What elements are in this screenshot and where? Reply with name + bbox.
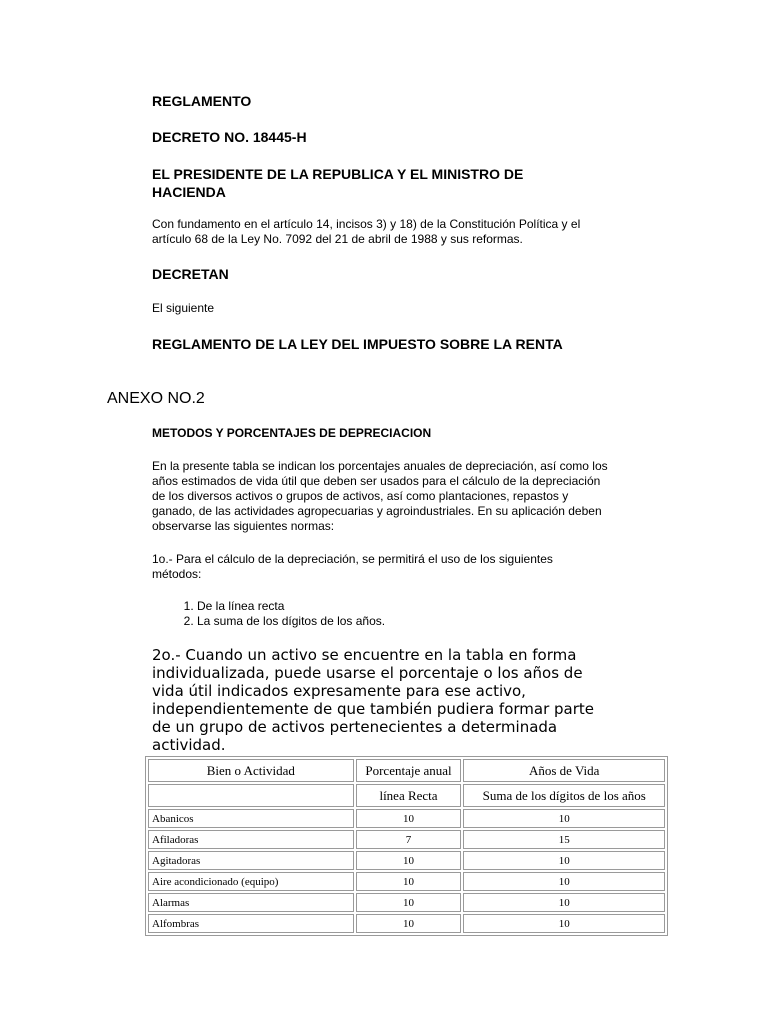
cell-activo: Alarmas bbox=[148, 893, 354, 912]
el-siguiente-text: El siguiente bbox=[152, 301, 215, 315]
cell-anos: 10 bbox=[463, 872, 665, 891]
method-item: 1. De la línea recta bbox=[197, 599, 385, 614]
table-row bbox=[148, 851, 665, 870]
method-item: 2. La suma de los dígitos de los años. bbox=[197, 614, 385, 629]
cell-anos: 15 bbox=[463, 830, 665, 849]
annex-title: ANEXO NO.2 bbox=[107, 390, 205, 407]
heading-presidente: EL PRESIDENTE DE LA REPUBLICA Y EL MINISTRO DE HACIENDA bbox=[152, 166, 524, 200]
cell-anos: 10 bbox=[463, 851, 665, 870]
cell-porcentaje: 10 bbox=[356, 851, 462, 870]
intro-paragraph: En la presente tabla se indican los porcentajes anuales de depreciación, así como los años estimados de vida útil que deben ser usados para el cálculo de la depreciación de los diversos activos o grupos de activos, así como plantaciones, repastos y ganado, de las actividades agropecuarias y agroindustriales. En su aplicación deben observarse las siguientes normas: bbox=[152, 459, 608, 533]
cell-activo: Agitadoras bbox=[148, 851, 354, 870]
table-row bbox=[148, 914, 665, 933]
heading-reglamento-ley: REGLAMENTO DE LA LEY DEL IMPUESTO SOBRE LA RENTA bbox=[152, 336, 563, 352]
table-header-row bbox=[148, 759, 665, 782]
fundamento-paragraph: Con fundamento en el artículo 14, incisos 3) y 18) de la Constitución Política y el artículo 68 de la Ley No. 7092 del 21 de abril de 1988 y sus reformas. bbox=[152, 217, 581, 246]
depreciation-table bbox=[145, 756, 668, 936]
header-porcentaje-anual: Porcentaje anual bbox=[356, 759, 462, 782]
subheader-linea-recta: línea Recta bbox=[356, 784, 462, 807]
table-row bbox=[148, 893, 665, 912]
cell-activo: Aire acondicionado (equipo) bbox=[148, 872, 354, 891]
cell-activo: Alfombras bbox=[148, 914, 354, 933]
cell-porcentaje: 10 bbox=[356, 914, 462, 933]
header-bien-actividad: Bien o Actividad bbox=[148, 759, 354, 782]
cell-anos: 10 bbox=[463, 914, 665, 933]
heading-reglamento: REGLAMENTO bbox=[152, 93, 252, 109]
table-subheader-row bbox=[148, 784, 665, 807]
table-row bbox=[148, 872, 665, 891]
cell-porcentaje: 7 bbox=[356, 830, 462, 849]
cell-porcentaje: 10 bbox=[356, 809, 462, 828]
header-anos-de-vida: Años de Vida bbox=[463, 759, 665, 782]
cell-anos: 10 bbox=[463, 809, 665, 828]
cell-activo: Afiladoras bbox=[148, 830, 354, 849]
rule-1-paragraph: 1o.- Para el cálculo de la depreciación, se permitirá el uso de los siguientes métodos: bbox=[152, 552, 553, 581]
heading-decreto: DECRETO NO. 18445-H bbox=[152, 129, 307, 145]
cell-activo: Abanicos bbox=[148, 809, 354, 828]
methods-list bbox=[152, 599, 385, 629]
table-row bbox=[148, 830, 665, 849]
methods-title: METODOS Y PORCENTAJES DE DEPRECIACION bbox=[152, 426, 432, 440]
subheader-empty bbox=[148, 784, 354, 807]
heading-decretan: DECRETAN bbox=[152, 266, 229, 282]
table-row bbox=[148, 809, 665, 828]
cell-porcentaje: 10 bbox=[356, 872, 462, 891]
subheader-suma-digitos: Suma de los dígitos de los años bbox=[463, 784, 665, 807]
cell-porcentaje: 10 bbox=[356, 893, 462, 912]
rule-2-paragraph: 2o.- Cuando un activo se encuentre en la tabla en forma individualizada, puede usarse el porcentaje o los años de vida útil indicados expresamente para ese activo, independientemente de que también pudiera formar parte de un grupo de activos pertenecientes a determinada actividad. bbox=[152, 646, 595, 754]
cell-anos: 10 bbox=[463, 893, 665, 912]
